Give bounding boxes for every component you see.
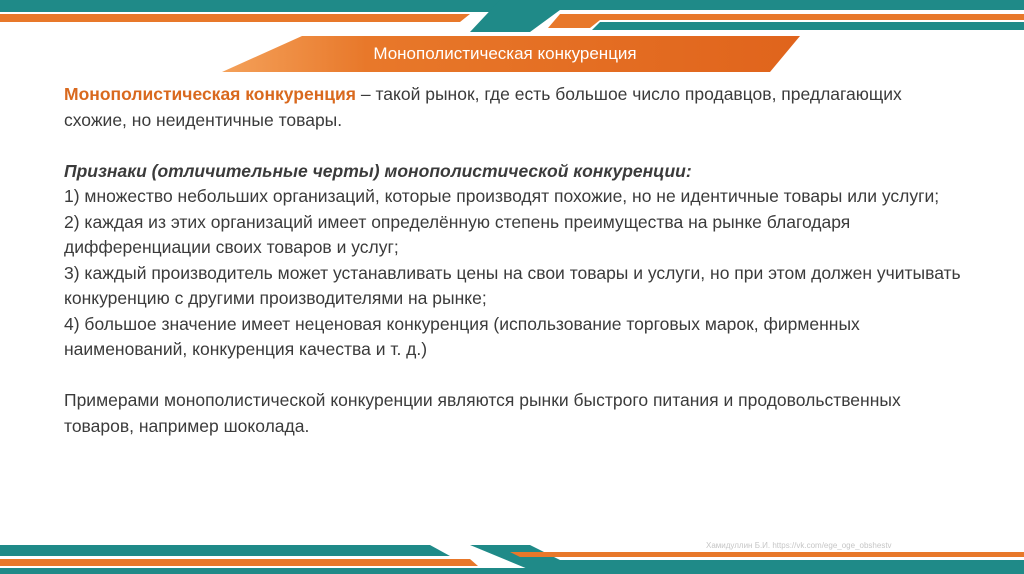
definition-paragraph <box>64 82 964 133</box>
features-heading: Признаки (отличительные черты) монополистической конкуренции: <box>64 160 692 181</box>
examples-paragraph: Примерами монополистической конкуренции являются рынки быстрого питания и продовольственных товаров, например шоколада. <box>64 390 901 436</box>
definition-term: Монополистическая конкуренция <box>64 84 357 104</box>
footer-credit: Хамидуллин Б.И. https://vk.com/ege_oge_obshestv <box>706 541 892 550</box>
definition-text: – такой рынок, где есть большое число продавцов, предлагающих схожие, но неидентичные товары. <box>64 84 902 130</box>
feature-item: 3) каждый производитель может устанавливать цены на свои товары и услуги, но при этом должен учитывать конкуренцию с другими производителями на рынке; <box>64 262 961 308</box>
feature-item: 1) множество небольших организаций, которые производят похожие, но не идентичные товары или услуги; <box>64 186 940 206</box>
slide-content <box>64 82 964 439</box>
feature-item: 4) большое значение имеет неценовая конкуренция (использование торговых марок, фирменных наименований, конкуренция качества и т. д.) <box>64 313 860 359</box>
feature-item: 2) каждая из этих организаций имеет определённую степень преимущества на рынке благодаря дифференциации своих товаров и услуг; <box>64 211 851 257</box>
slide-title: Монополистическая конкуренция <box>373 44 637 63</box>
